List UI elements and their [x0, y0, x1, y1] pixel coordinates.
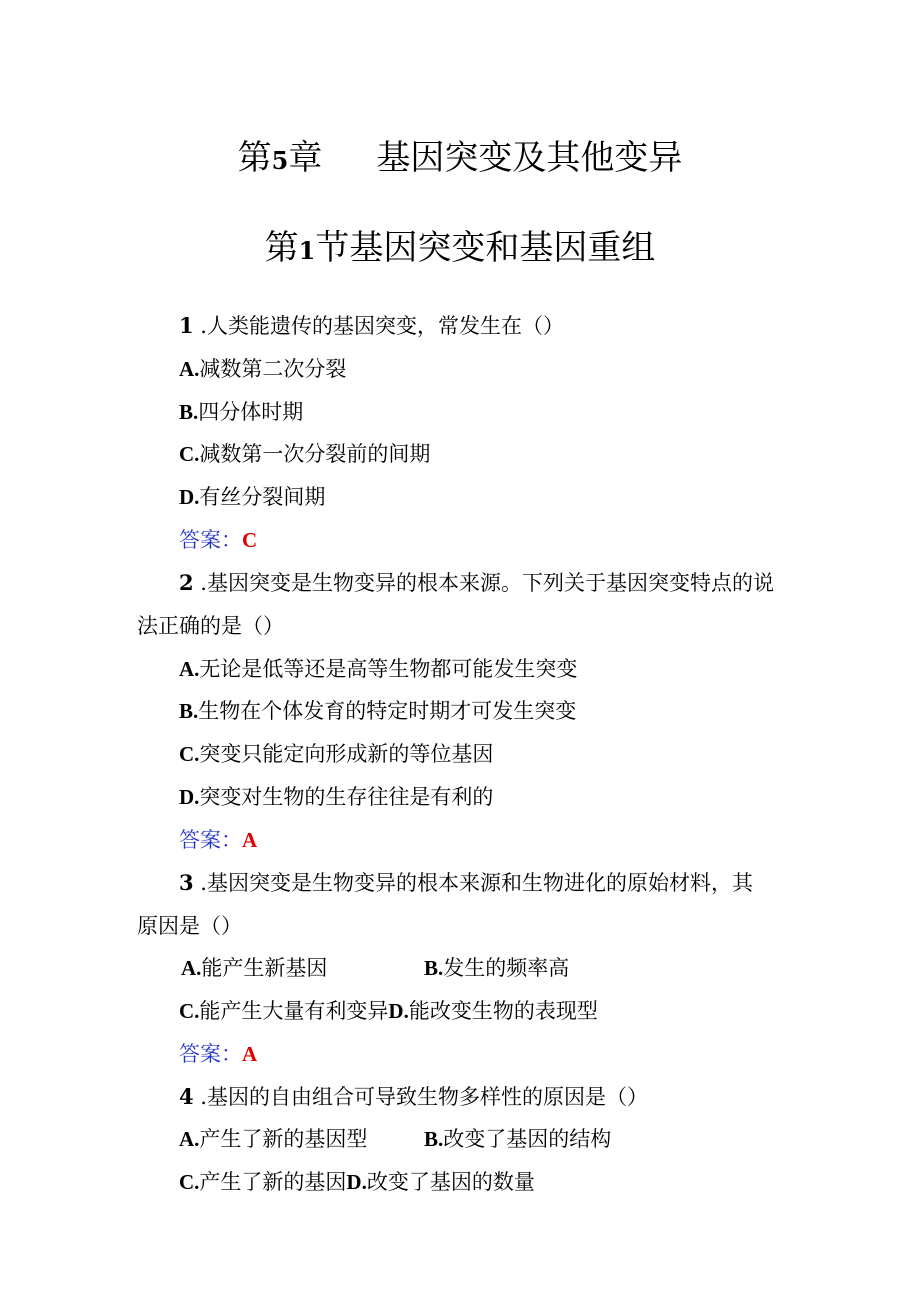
q2-number: 2 [179, 570, 194, 595]
q2-option-d: D.突变对生物的生存往往是有利的 [179, 785, 494, 809]
chapter-number: 5 [271, 146, 289, 175]
q2-option-c: C.突变只能定向形成新的等位基因 [179, 742, 494, 766]
q1-option-a: A.减数第二次分裂 [179, 357, 347, 381]
q4-option-c-d: C.产生了新的基因D.改变了基因的数量 [179, 1170, 535, 1194]
q3-stem: 3 .基因突变是生物变异的根本来源和生物进化的原始材料，其 [179, 870, 753, 895]
section-number: 1 [298, 236, 316, 265]
q2-option-a: A.无论是低等还是高等生物都可能发生突变 [179, 657, 578, 681]
q1-option-d: D.有丝分裂间期 [179, 485, 326, 509]
q2-answer: 答案：A [179, 828, 258, 852]
q1-stem [179, 311, 564, 341]
section-name: 节基因突变和基因重组 [315, 228, 656, 268]
q3-option-b: B.发生的频率高 [424, 956, 570, 980]
q3-answer: 答案：A [179, 1042, 258, 1066]
q4-stem: 4 .基因的自由组合可导致生物多样性的原因是（） [179, 1084, 648, 1109]
q4-option-b: B.改变了基因的结构 [424, 1127, 612, 1151]
chapter-title [0, 136, 920, 183]
q4-option-a: A.产生了新的基因型 [179, 1127, 368, 1151]
q1-text: .人类能遗传的基因突变，常发生在（） [193, 314, 564, 338]
q2-option-b: B.生物在个体发育的特定时期才可发生突变 [179, 699, 577, 723]
q1-answer: 答案：C [179, 528, 258, 552]
q3-option-c-d: C.能产生大量有利变异D.能改变生物的表现型 [179, 999, 598, 1023]
q2-answer-value: A [242, 828, 258, 852]
q1-option-b: B.四分体时期 [179, 400, 304, 424]
chapter-suffix: 章 [288, 138, 323, 178]
q2-stem-cont: 法正确的是（） [137, 614, 284, 638]
q3-stem-cont: 原因是（） [137, 914, 242, 938]
q3-option-a: A.能产生新基因 [181, 956, 328, 980]
chapter-name: 基因突变及其他变异 [376, 138, 683, 178]
q4-number: 4 [179, 1084, 194, 1109]
q1-answer-value: C [242, 528, 258, 552]
q2-stem: 2 .基因突变是生物变异的根本来源。下列关于基因突变特点的说 [179, 570, 774, 595]
q1-number: 1 [179, 313, 194, 338]
q1-option-c: C.减数第一次分裂前的间期 [179, 442, 431, 466]
section-prefix: 第 [264, 228, 299, 268]
q3-number: 3 [179, 870, 194, 895]
q3-answer-value: A [242, 1042, 258, 1066]
section-title [0, 226, 920, 273]
chapter-prefix: 第 [237, 138, 272, 178]
